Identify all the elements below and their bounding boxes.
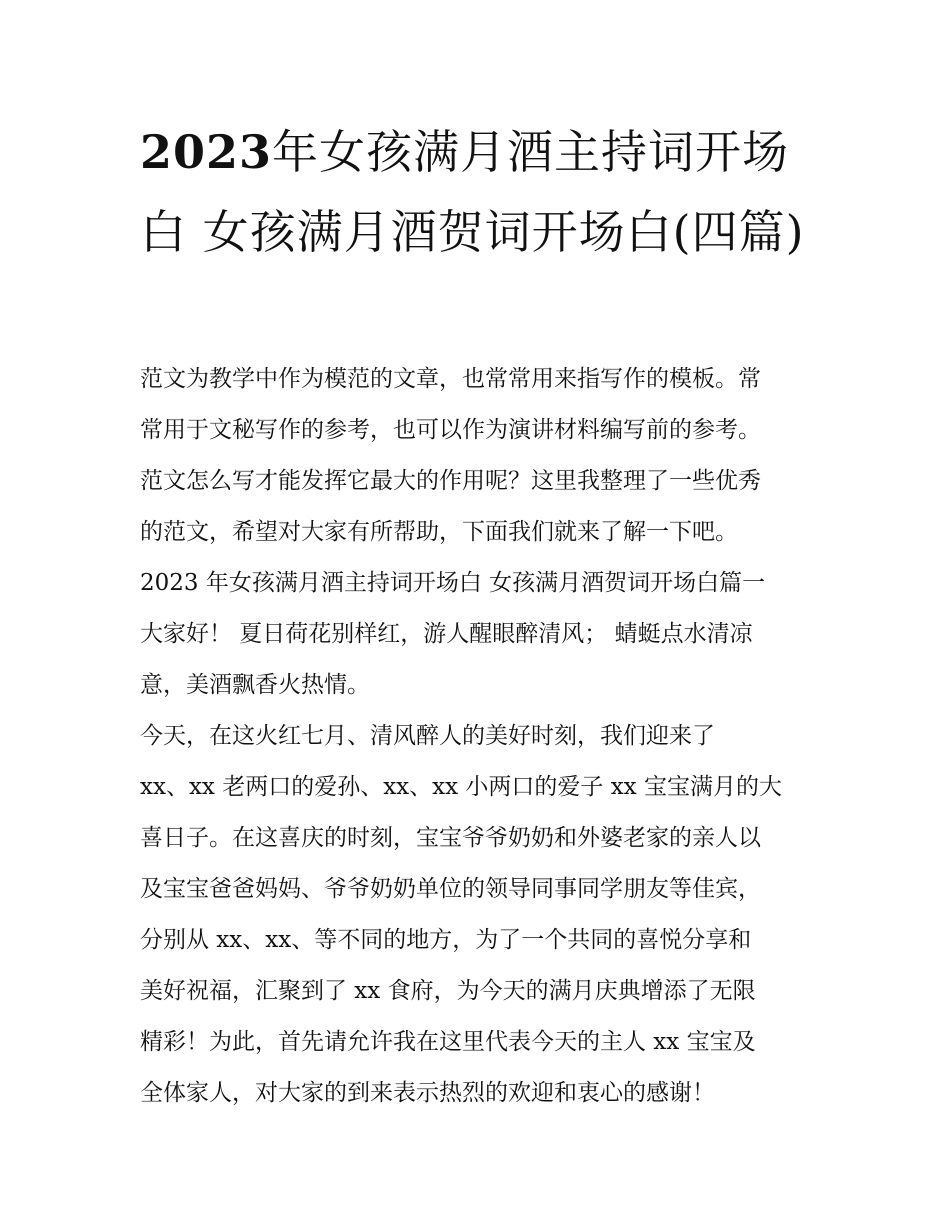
section-heading-text: 2023 年女孩满月酒主持词开场白 女孩满月酒贺词开场白篇一 — [140, 570, 766, 596]
main-line: 今天，在这火红七月、清风醉人的美好时刻，我们迎来了 — [140, 723, 715, 749]
main-line: 及宝宝爸爸妈妈、爷爷奶奶单位的领导同事同学朋友等佳宾， — [140, 876, 761, 902]
main-line: 分别从 xx、xx、等不同的地方，为了一个共同的喜悦分享和 — [140, 927, 752, 953]
title-text: 年女孩满月酒主持词开场白 女孩满月酒贺词开场白(四篇) — [140, 125, 805, 259]
main-paragraph — [140, 711, 820, 1119]
main-line: 精彩！为此，首先请允许我在这里代表今天的主人 xx 宝宝及 — [140, 1029, 756, 1055]
main-line: xx、xx 老两口的爱孙、xx、xx 小两口的爱子 xx 宝宝满月的大 — [140, 774, 782, 800]
intro-paragraph — [140, 354, 820, 558]
main-line: 全体家人，对大家的到来表示热烈的欢迎和衷心的感谢！ — [140, 1080, 715, 1106]
main-line: 喜日子。在这喜庆的时刻，宝宝爷爷奶奶和外婆老家的亲人以 — [140, 825, 761, 851]
intro-line: 范文怎么写才能发挥它最大的作用呢？这里我整理了一些优秀 — [140, 468, 761, 494]
intro-line: 的范文，希望对大家有所帮助，下面我们就来了解一下吧。 — [140, 519, 738, 545]
greeting-paragraph — [140, 609, 820, 711]
intro-line: 常用于文秘写作的参考，也可以作为演讲材料编写前的参考。 — [140, 417, 761, 443]
main-line: 美好祝福，汇聚到了 xx 食府，为今天的满月庆典增添了无限 — [140, 978, 756, 1004]
section-heading — [140, 558, 820, 609]
greeting-line: 意，美酒飘香火热情。 — [140, 672, 370, 698]
title-year: 2023 — [140, 125, 273, 179]
intro-line: 范文为教学中作为模范的文章，也常常用来指写作的模板。常 — [140, 366, 761, 392]
document-body — [140, 354, 820, 1119]
document-title — [140, 112, 820, 272]
greeting-line: 大家好！ 夏日荷花别样红，游人醒眼醉清风； 蜻蜓点水清凉 — [140, 621, 753, 647]
